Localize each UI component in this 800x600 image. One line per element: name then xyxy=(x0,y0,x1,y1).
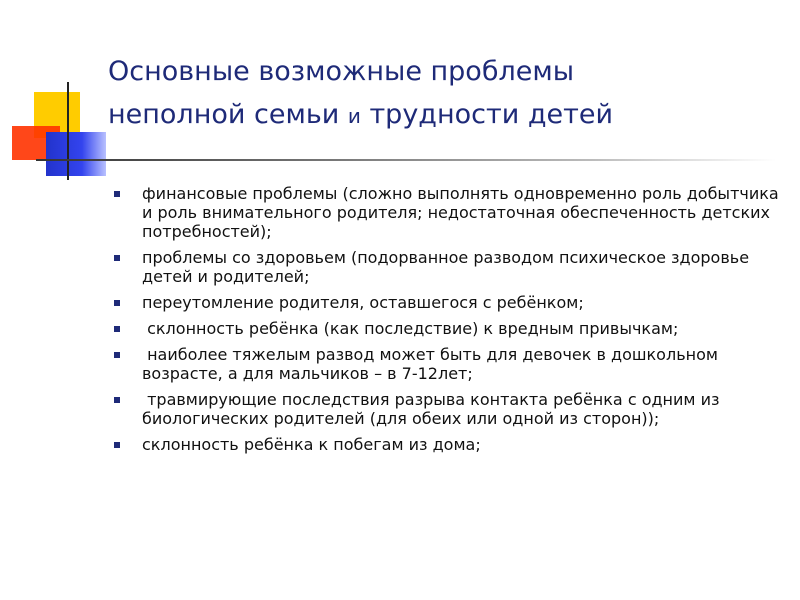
bullet-item xyxy=(108,184,788,241)
bullet-square-icon xyxy=(114,352,120,358)
bullet-square-icon xyxy=(114,326,120,332)
bullet-item xyxy=(108,435,788,454)
slide-title xyxy=(108,50,778,138)
bullet-text: проблемы со здоровьем (подорванное разводом психическое здоровье детей и родителей; xyxy=(142,248,750,286)
bullet-text: финансовые проблемы (сложно выполнять одновременно роль добытчика и роль внимательного родителя; недостаточная обеспеченность детских потребностей); xyxy=(142,184,779,241)
bullet-square-icon xyxy=(114,442,120,448)
bullet-item xyxy=(108,390,788,428)
bullet-item xyxy=(108,345,788,383)
bullet-text: переутомление родителя, оставшегося с ребёнком; xyxy=(142,293,584,312)
bullet-list xyxy=(108,184,788,461)
slide-title-line1: Основные возможные проблемы xyxy=(108,56,575,87)
slide-title-line2-small: и xyxy=(347,104,361,128)
blue-square-decoration xyxy=(46,132,106,176)
bullet-item xyxy=(108,248,788,286)
bullet-text: наиболее тяжелым развод может быть для девочек в дошкольном возрасте, а для мальчиков – в 7-12лет; xyxy=(142,345,724,383)
bullet-item xyxy=(108,319,788,338)
bullet-text: травмирующие последствия разрыва контакта ребёнка с одним из биологических родителей (для обеих или одной из сторон)); xyxy=(142,390,725,428)
bullet-square-icon xyxy=(114,255,120,261)
slide-title-line2-end: трудности детей xyxy=(360,99,614,130)
bullet-square-icon xyxy=(114,191,120,197)
slide-title-line2-start: неполной семьи xyxy=(108,99,348,130)
bullet-text: склонность ребёнка к побегам из дома; xyxy=(142,435,481,454)
bullet-text: склонность ребёнка (как последствие) к вредным привычкам; xyxy=(142,319,679,338)
bullet-square-icon xyxy=(114,397,120,403)
title-underline-decoration xyxy=(36,159,776,161)
bullet-item xyxy=(108,293,788,312)
vertical-line-decoration xyxy=(67,82,69,180)
bullet-square-icon xyxy=(114,300,120,306)
